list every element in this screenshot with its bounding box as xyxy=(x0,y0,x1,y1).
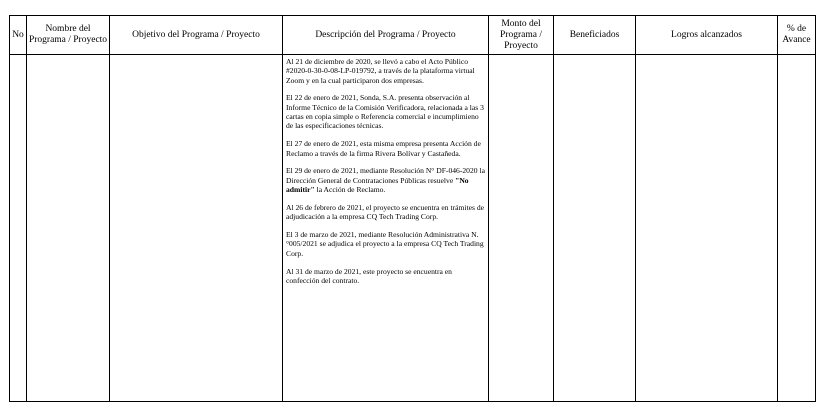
cell-beneficiados xyxy=(554,55,636,402)
desc-paragraph-3: El 27 de enero de 2021, esta misma empresa presenta Acción de Reclamo a través de la firma Rivera Bolívar y Castañeda. xyxy=(286,139,481,158)
desc-paragraph-4 xyxy=(286,166,485,194)
desc-paragraph-1: Al 21 de diciembre de 2020, se llevó a cabo el Acto Público #2020-0-30-0-08-LP-019792, a través de la plataforma virtual Zoom y en la cual participaron dos empresas. xyxy=(286,57,475,85)
header-logros: Logros alcanzados xyxy=(636,16,778,55)
desc-paragraph-6: El 3 de marzo de 2021, mediante Resolución Administrativa N.°005/2021 se adjudica el proyecto a la empresa CQ Tech Trading Corp. xyxy=(286,230,484,258)
cell-no xyxy=(10,55,27,402)
header-no: No xyxy=(10,16,27,55)
header-objetivo: Objetivo del Programa / Proyecto xyxy=(110,16,283,55)
cell-monto xyxy=(489,55,554,402)
cell-descripcion xyxy=(283,55,489,402)
desc-p4-post: la Acción de Reclamo. xyxy=(314,185,386,195)
desc-paragraph-7: Al 31 de marzo de 2021, este proyecto se encuentra en confección del contrato. xyxy=(286,266,452,285)
table-row xyxy=(10,55,816,402)
desc-paragraph-2: El 22 de enero de 2021, Sonda, S.A. presenta observación al Informe Técnico de la Comisión Verificadora, relacionada a las 3 cartas en copia simple o Referencia comercial e incumplimieno de las especificaciones técnicas. xyxy=(286,93,484,131)
desc-paragraph-5: Al 26 de febrero de 2021, el proyecto se encuentra en trámites de adjudicación a la empresa CQ Tech Trading Corp. xyxy=(286,202,484,222)
header-beneficiados: Beneficiados xyxy=(554,16,636,55)
header-nombre: Nombre del Programa / Proyecto xyxy=(27,16,110,55)
cell-objetivo xyxy=(110,55,283,402)
header-monto: Monto del Programa / Proyecto xyxy=(489,16,554,55)
cell-logros xyxy=(636,55,778,402)
cell-nombre xyxy=(27,55,110,402)
header-descripcion: Descripción del Programa / Proyecto xyxy=(283,16,489,55)
header-row xyxy=(10,16,816,55)
desc-p4-bold: "No admitir" xyxy=(286,175,469,195)
desc-p4-pre: El 29 de enero de 2021, mediante Resolución N° DF-046-2020 la Dirección General de Contrataciones Públicas resuelve xyxy=(286,166,485,185)
program-table xyxy=(9,15,816,402)
header-avance: % de Avance xyxy=(778,16,816,55)
cell-avance xyxy=(778,55,816,402)
